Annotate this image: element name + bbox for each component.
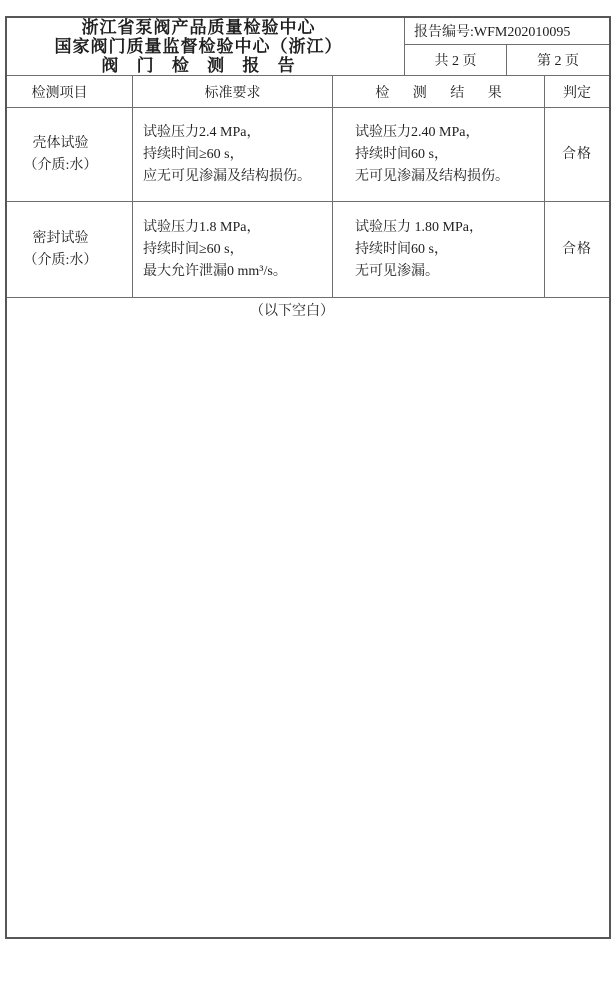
org-name-line1: 浙江省泵阀产品质量检验中心 (81, 17, 316, 37)
result-line: 无可见渗漏及结构损伤。 (355, 168, 509, 184)
page-info-row (405, 45, 609, 75)
result-line: 试验压力 1.80 MPa， (355, 219, 483, 235)
col-header-item: 检测项目 (7, 76, 133, 107)
report-document-table (5, 16, 611, 939)
judgment-cell: 合格 (562, 241, 592, 257)
result-cell (333, 202, 545, 297)
standard-line: 应无可见渗漏及结构损伤。 (143, 168, 311, 184)
standard-line: 试验压力1.8 MPa， (143, 219, 261, 235)
judgment-cell: 合格 (562, 146, 592, 162)
result-cell (333, 108, 545, 201)
total-pages: 共 2 页 (405, 45, 507, 75)
item-cell (7, 202, 133, 297)
standard-line: 持续时间≥60 s， (143, 146, 244, 162)
table-row-seal-test (7, 202, 609, 298)
item-cell (7, 108, 133, 201)
org-name-line2: 国家阀门质量监督检验中心（浙江） (54, 36, 343, 56)
report-title-cell (7, 18, 405, 75)
standard-cell (133, 202, 333, 297)
item-name: 壳体试验 (32, 135, 89, 151)
report-title: 阀 门 检 测 报 告 (101, 55, 296, 75)
standard-cell (133, 108, 333, 201)
report-meta-cell (405, 18, 609, 75)
standard-line: 持续时间≥60 s， (143, 241, 244, 257)
result-line: 无可见渗漏。 (355, 263, 439, 279)
item-name: 密封试验 (32, 230, 89, 246)
table-row-shell-test (7, 108, 609, 202)
result-line: 持续时间60 s， (355, 146, 448, 162)
col-header-result: 检 测 结 果 (333, 76, 545, 107)
report-header (7, 18, 609, 76)
report-number: 报告编号:WFM202010095 (405, 18, 609, 45)
blank-below-note: （以下空白） (250, 304, 334, 319)
item-medium: （介质:水） (23, 157, 98, 173)
blank-section (7, 298, 609, 937)
standard-line: 最大允许泄漏0 mm³/s。 (143, 263, 287, 279)
table-header-row (7, 76, 609, 108)
current-page: 第 2 页 (537, 54, 579, 69)
item-medium: （介质:水） (23, 252, 98, 268)
col-header-judgment: 判定 (563, 85, 591, 101)
col-header-standard: 标准要求 (133, 76, 333, 107)
result-line: 试验压力2.40 MPa， (355, 124, 480, 140)
standard-line: 试验压力2.4 MPa， (143, 124, 261, 140)
result-line: 持续时间60 s， (355, 241, 448, 257)
